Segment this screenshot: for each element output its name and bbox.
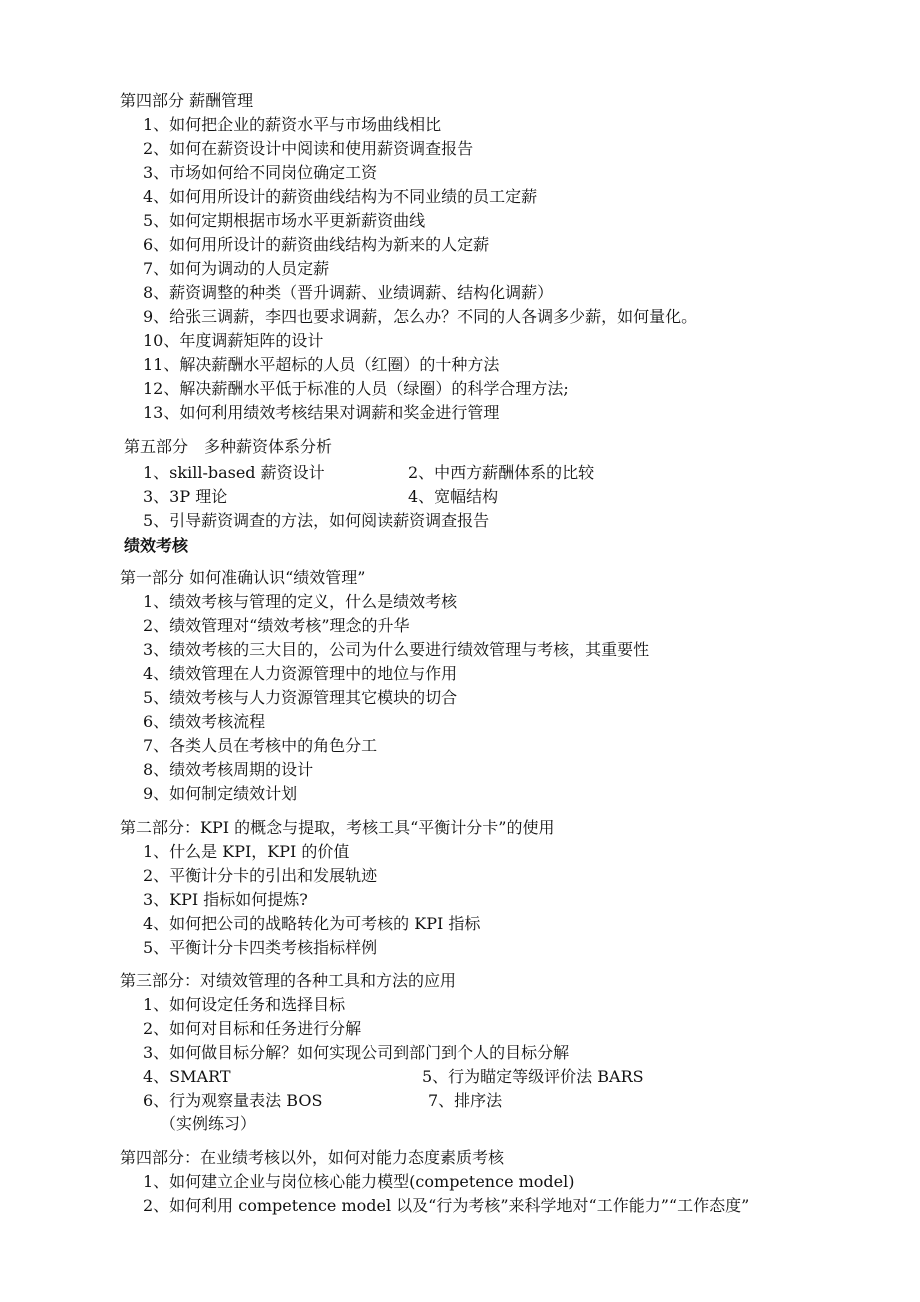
list-item: 8、绩效考核周期的设计 — [143, 760, 314, 779]
list-item: 5、绩效考核与人力资源管理其它模块的切合 — [143, 688, 458, 707]
list-item: 4、宽幅结构 — [408, 487, 499, 506]
list-item: 1、如何设定任务和选择目标 — [143, 995, 346, 1014]
section-title-performance: 绩效考核 — [124, 536, 189, 555]
section-heading-perf-2: 第二部分：KPI 的概念与提取，考核工具“平衡计分卡”的使用 — [120, 818, 555, 837]
list-item: 9、如何制定绩效计划 — [143, 784, 298, 803]
list-item: 1、如何建立企业与岗位核心能力模型(competence model) — [143, 1172, 575, 1191]
list-item: 1、如何把企业的薪资水平与市场曲线相比 — [143, 115, 442, 134]
list-item: 2、如何对目标和任务进行分解 — [143, 1019, 362, 1038]
list-item: 7、排序法 — [428, 1091, 503, 1110]
list-item: 6、绩效考核流程 — [143, 712, 266, 731]
list-item: 4、绩效管理在人力资源管理中的地位与作用 — [143, 664, 458, 683]
list-item: 3、市场如何给不同岗位确定工资 — [143, 163, 378, 182]
list-item: 4、如何用所设计的薪资曲线结构为不同业绩的员工定薪 — [143, 187, 538, 206]
list-item: 2、如何在薪资设计中阅读和使用薪资调查报告 — [143, 139, 474, 158]
list-item: 3、如何做目标分解？如何实现公司到部门到个人的目标分解 — [143, 1043, 570, 1062]
list-item: 1、什么是 KPI，KPI 的价值 — [143, 842, 350, 861]
section-heading-perf-4: 第四部分：在业绩考核以外，如何对能力态度素质考核 — [120, 1148, 505, 1167]
list-item: 5、引导薪资调查的方法，如何阅读薪资调查报告 — [143, 511, 490, 530]
list-item: 7、各类人员在考核中的角色分工 — [143, 736, 378, 755]
list-item: 3、KPI 指标如何提炼? — [143, 890, 308, 909]
list-item: 1、skill-based 薪资设计 — [143, 463, 325, 482]
list-item: 1、绩效考核与管理的定义，什么是绩效考核 — [143, 592, 458, 611]
list-item: 11、解决薪酬水平超标的人员（红圈）的十种方法 — [143, 355, 500, 374]
list-item: 2、如何利用 competence model 以及“行为考核”来科学地对“工作能力”“工作态度” — [143, 1196, 750, 1215]
section-heading-systems: 第五部分 多种薪资体系分析 — [124, 437, 333, 456]
list-item: 5、平衡计分卡四类考核指标样例 — [143, 938, 378, 957]
section-heading-perf-3: 第三部分：对绩效管理的各种工具和方法的应用 — [120, 971, 457, 990]
section-heading-salary: 第四部分 薪酬管理 — [120, 91, 254, 110]
list-item: 10、年度调薪矩阵的设计 — [143, 331, 324, 350]
list-item: 7、如何为调动的人员定薪 — [143, 259, 330, 278]
list-item: 5、如何定期根据市场水平更新薪资曲线 — [143, 211, 426, 230]
list-item: 12、解决薪酬水平低于标准的人员（绿圈）的科学合理方法; — [143, 379, 569, 398]
list-item: 3、3P 理论 — [143, 487, 228, 506]
section-heading-perf-1: 第一部分 如何准确认识“绩效管理” — [120, 568, 366, 587]
list-item: 6、行为观察量表法 BOS — [143, 1091, 323, 1110]
list-item: 6、如何用所设计的薪资曲线结构为新来的人定薪 — [143, 235, 490, 254]
list-item: 2、绩效管理对“绩效考核”理念的升华 — [143, 616, 410, 635]
list-item: 3、绩效考核的三大目的，公司为什么要进行绩效管理与考核，其重要性 — [143, 640, 650, 659]
list-item: 2、中西方薪酬体系的比较 — [408, 463, 595, 482]
list-item: 4、SMART — [143, 1067, 231, 1086]
list-item: 8、薪资调整的种类（晋升调薪、业绩调薪、结构化调薪） — [143, 283, 554, 302]
note-text: （实例练习） — [160, 1114, 257, 1133]
list-item: 4、如何把公司的战略转化为可考核的 KPI 指标 — [143, 914, 481, 933]
list-item: 9、给张三调薪，李四也要求调薪，怎么办？不同的人各调多少薪，如何量化。 — [143, 307, 698, 326]
list-item: 5、行为瞄定等级评价法 BARS — [422, 1067, 644, 1086]
list-item: 13、如何利用绩效考核结果对调薪和奖金进行管理 — [143, 403, 500, 422]
list-item: 2、平衡计分卡的引出和发展轨迹 — [143, 866, 378, 885]
